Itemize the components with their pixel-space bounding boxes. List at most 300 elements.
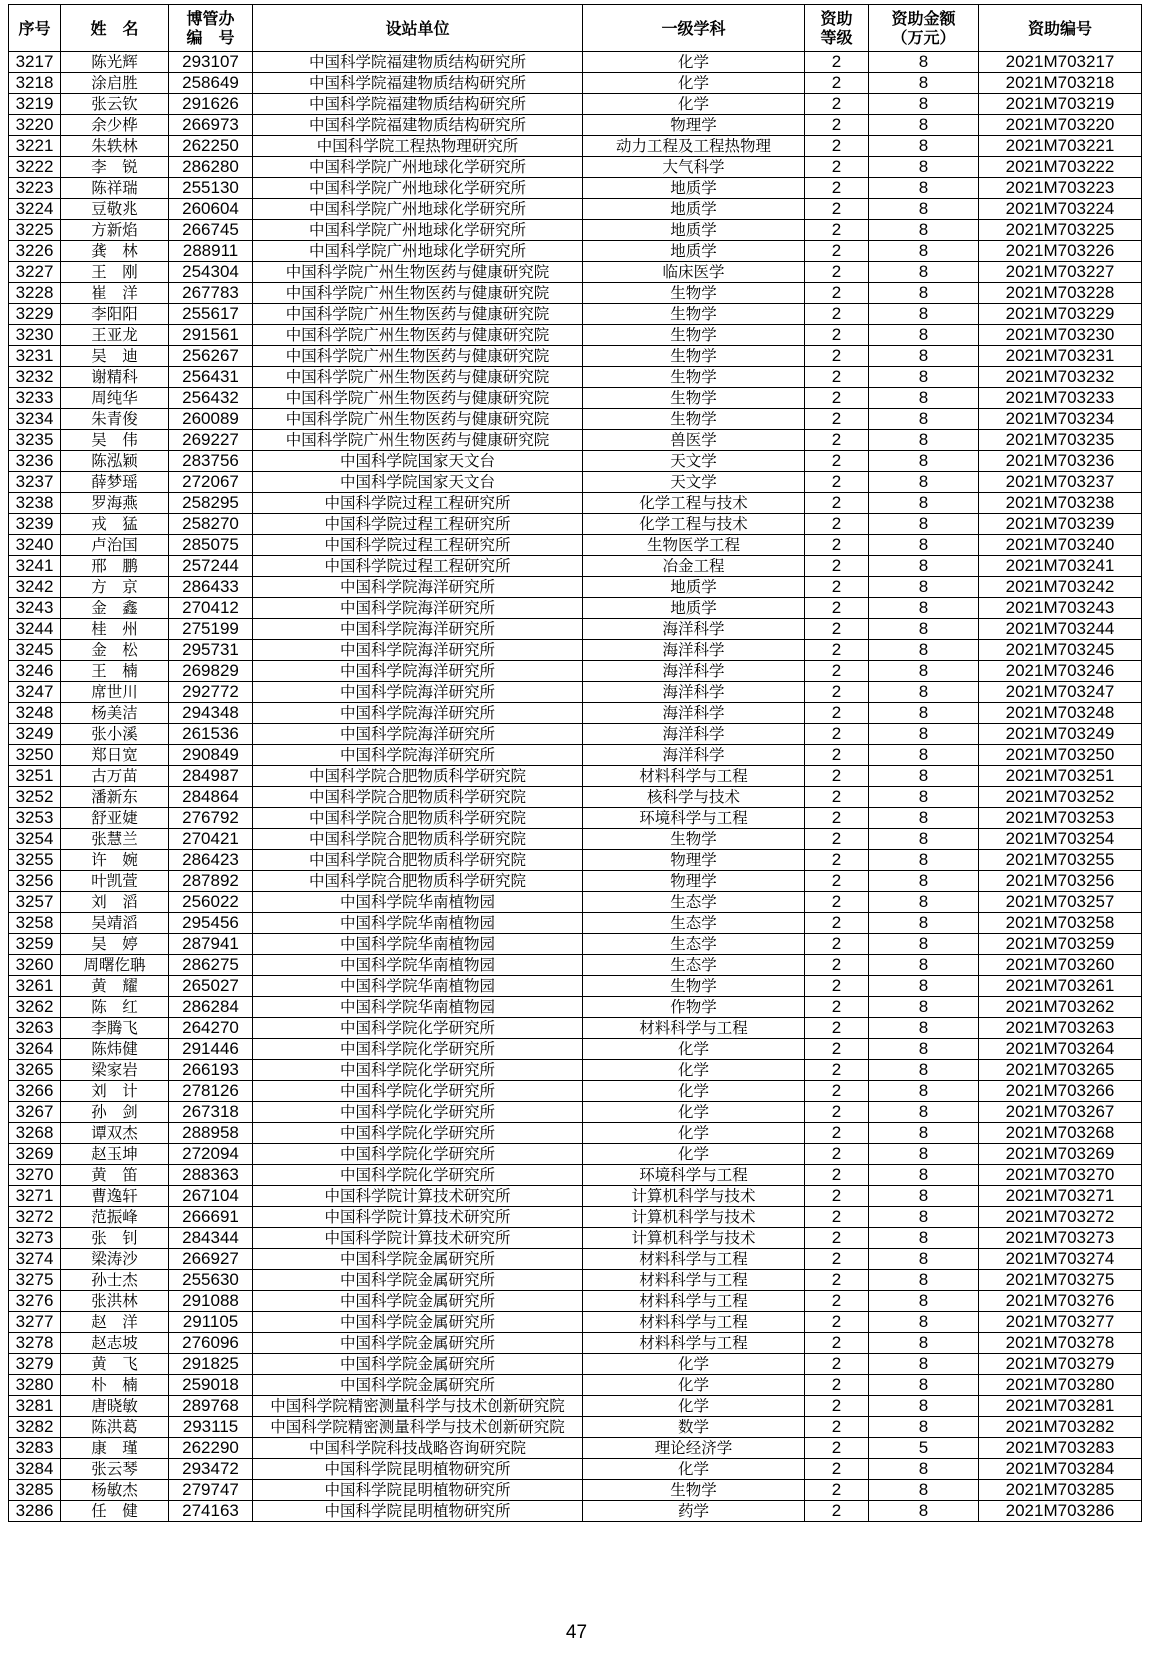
cell-name: 谢精科: [61, 367, 169, 388]
cell-name: 陈祥瑞: [61, 178, 169, 199]
cell-unit: 中国科学院化学研究所: [253, 1123, 583, 1144]
cell-grade: 2: [805, 619, 869, 640]
header-grade: [805, 5, 869, 52]
cell-office-id: 287892: [169, 871, 253, 892]
table-row: [9, 199, 1142, 220]
cell-grade: 2: [805, 661, 869, 682]
cell-subject: 海洋科学: [583, 703, 805, 724]
cell-no: 3219: [9, 94, 61, 115]
cell-subject: 生物学: [583, 388, 805, 409]
cell-fund-no: 2021M703286: [979, 1501, 1142, 1522]
table-row: [9, 661, 1142, 682]
header-fund-no: 资助编号: [979, 5, 1142, 52]
table-row: [9, 1501, 1142, 1522]
cell-amount: 8: [869, 262, 979, 283]
cell-subject: 地质学: [583, 178, 805, 199]
cell-unit: 中国科学院福建物质结构研究所: [253, 115, 583, 136]
cell-subject: 化学: [583, 1144, 805, 1165]
cell-fund-no: 2021M703273: [979, 1228, 1142, 1249]
cell-grade: 2: [805, 1102, 869, 1123]
cell-amount: 8: [869, 787, 979, 808]
cell-unit: 中国科学院海洋研究所: [253, 598, 583, 619]
cell-grade: 2: [805, 808, 869, 829]
cell-subject: 理论经济学: [583, 1438, 805, 1459]
cell-unit: 中国科学院计算技术研究所: [253, 1207, 583, 1228]
cell-amount: 8: [869, 430, 979, 451]
table-row: [9, 115, 1142, 136]
cell-amount: 8: [869, 199, 979, 220]
cell-subject: 化学: [583, 52, 805, 73]
cell-subject: 材料科学与工程: [583, 1270, 805, 1291]
table-row: [9, 556, 1142, 577]
cell-amount: 8: [869, 934, 979, 955]
cell-subject: 化学: [583, 1459, 805, 1480]
table-row: [9, 514, 1142, 535]
cell-fund-no: 2021M703250: [979, 745, 1142, 766]
cell-name: 李腾飞: [61, 1018, 169, 1039]
cell-no: 3245: [9, 640, 61, 661]
cell-amount: 8: [869, 1018, 979, 1039]
cell-fund-no: 2021M703244: [979, 619, 1142, 640]
cell-unit: 中国科学院海洋研究所: [253, 640, 583, 661]
cell-subject: 物理学: [583, 871, 805, 892]
cell-grade: 2: [805, 1228, 869, 1249]
cell-fund-no: 2021M703236: [979, 451, 1142, 472]
cell-grade: 2: [805, 640, 869, 661]
cell-unit: 中国科学院福建物质结构研究所: [253, 73, 583, 94]
cell-grade: 2: [805, 1270, 869, 1291]
cell-name: 余少桦: [61, 115, 169, 136]
cell-fund-no: 2021M703266: [979, 1081, 1142, 1102]
cell-subject: 动力工程及工程热物理: [583, 136, 805, 157]
cell-fund-no: 2021M703285: [979, 1480, 1142, 1501]
cell-office-id: 272067: [169, 472, 253, 493]
cell-unit: 中国科学院金属研究所: [253, 1354, 583, 1375]
table-row: [9, 493, 1142, 514]
cell-amount: 8: [869, 1333, 979, 1354]
cell-unit: 中国科学院广州地球化学研究所: [253, 157, 583, 178]
cell-fund-no: 2021M703224: [979, 199, 1142, 220]
table-row: [9, 1144, 1142, 1165]
cell-fund-no: 2021M703240: [979, 535, 1142, 556]
cell-office-id: 295731: [169, 640, 253, 661]
cell-amount: 8: [869, 1396, 979, 1417]
cell-office-id: 260604: [169, 199, 253, 220]
cell-name: 卢治国: [61, 535, 169, 556]
cell-amount: 8: [869, 1312, 979, 1333]
cell-no: 3231: [9, 346, 61, 367]
cell-fund-no: 2021M703248: [979, 703, 1142, 724]
cell-office-id: 261536: [169, 724, 253, 745]
cell-unit: 中国科学院海洋研究所: [253, 661, 583, 682]
cell-no: 3253: [9, 808, 61, 829]
cell-name: 方新焰: [61, 220, 169, 241]
cell-subject: 材料科学与工程: [583, 1018, 805, 1039]
cell-subject: 生物学: [583, 325, 805, 346]
cell-fund-no: 2021M703220: [979, 115, 1142, 136]
cell-fund-no: 2021M703235: [979, 430, 1142, 451]
cell-name: 陈 红: [61, 997, 169, 1018]
cell-office-id: 256267: [169, 346, 253, 367]
cell-no: 3286: [9, 1501, 61, 1522]
cell-fund-no: 2021M703269: [979, 1144, 1142, 1165]
cell-name: 方 京: [61, 577, 169, 598]
cell-amount: 8: [869, 1081, 979, 1102]
cell-unit: 中国科学院合肥物质科学研究院: [253, 871, 583, 892]
cell-office-id: 269829: [169, 661, 253, 682]
cell-name: 舒亚婕: [61, 808, 169, 829]
table-row: [9, 472, 1142, 493]
cell-office-id: 291446: [169, 1039, 253, 1060]
cell-subject: 海洋科学: [583, 619, 805, 640]
cell-fund-no: 2021M703242: [979, 577, 1142, 598]
cell-subject: 生物学: [583, 976, 805, 997]
cell-grade: 2: [805, 850, 869, 871]
cell-amount: 8: [869, 577, 979, 598]
cell-fund-no: 2021M703238: [979, 493, 1142, 514]
cell-grade: 2: [805, 94, 869, 115]
cell-name: 赵 洋: [61, 1312, 169, 1333]
cell-grade: 2: [805, 409, 869, 430]
cell-subject: 生物学: [583, 367, 805, 388]
cell-amount: 8: [869, 409, 979, 430]
cell-subject: 物理学: [583, 115, 805, 136]
cell-fund-no: 2021M703219: [979, 94, 1142, 115]
cell-grade: 2: [805, 892, 869, 913]
table-row: [9, 535, 1142, 556]
cell-office-id: 293472: [169, 1459, 253, 1480]
cell-name: 孙士杰: [61, 1270, 169, 1291]
cell-amount: 8: [869, 1039, 979, 1060]
cell-name: 王亚龙: [61, 325, 169, 346]
cell-unit: 中国科学院过程工程研究所: [253, 556, 583, 577]
cell-no: 3266: [9, 1081, 61, 1102]
page-number: 47: [565, 1622, 588, 1643]
cell-fund-no: 2021M703245: [979, 640, 1142, 661]
cell-no: 3259: [9, 934, 61, 955]
cell-name: 潘新东: [61, 787, 169, 808]
cell-no: 3242: [9, 577, 61, 598]
cell-office-id: 258295: [169, 493, 253, 514]
cell-no: 3243: [9, 598, 61, 619]
table-row: [9, 1270, 1142, 1291]
cell-amount: 8: [869, 955, 979, 976]
cell-subject: 化学: [583, 1081, 805, 1102]
cell-name: 黄 耀: [61, 976, 169, 997]
cell-unit: 中国科学院广州地球化学研究所: [253, 178, 583, 199]
cell-amount: 8: [869, 493, 979, 514]
cell-unit: 中国科学院国家天文台: [253, 472, 583, 493]
cell-no: 3255: [9, 850, 61, 871]
cell-amount: 8: [869, 808, 979, 829]
cell-unit: 中国科学院广州生物医药与健康研究院: [253, 367, 583, 388]
cell-grade: 2: [805, 1438, 869, 1459]
cell-office-id: 264270: [169, 1018, 253, 1039]
cell-office-id: 258270: [169, 514, 253, 535]
cell-no: 3226: [9, 241, 61, 262]
cell-subject: 计算机科学与技术: [583, 1228, 805, 1249]
table-row: [9, 73, 1142, 94]
cell-unit: 中国科学院广州生物医药与健康研究院: [253, 346, 583, 367]
cell-grade: 2: [805, 1186, 869, 1207]
cell-office-id: 289768: [169, 1396, 253, 1417]
cell-no: 3272: [9, 1207, 61, 1228]
cell-no: 3263: [9, 1018, 61, 1039]
cell-amount: 8: [869, 1228, 979, 1249]
cell-name: 涂启胜: [61, 73, 169, 94]
cell-subject: 材料科学与工程: [583, 766, 805, 787]
cell-unit: 中国科学院海洋研究所: [253, 745, 583, 766]
cell-amount: 8: [869, 283, 979, 304]
cell-amount: 8: [869, 1207, 979, 1228]
cell-subject: 化学: [583, 1396, 805, 1417]
table-row: [9, 136, 1142, 157]
cell-grade: 2: [805, 157, 869, 178]
table-row: [9, 388, 1142, 409]
cell-name: 陈洪葛: [61, 1417, 169, 1438]
table-row: [9, 682, 1142, 703]
table-row: [9, 1207, 1142, 1228]
cell-office-id: 292772: [169, 682, 253, 703]
cell-fund-no: 2021M703251: [979, 766, 1142, 787]
cell-subject: 材料科学与工程: [583, 1291, 805, 1312]
cell-unit: 中国科学院合肥物质科学研究院: [253, 808, 583, 829]
cell-name: 刘 计: [61, 1081, 169, 1102]
cell-amount: 8: [869, 388, 979, 409]
cell-unit: 中国科学院广州地球化学研究所: [253, 241, 583, 262]
table-row: [9, 577, 1142, 598]
table-row: [9, 1018, 1142, 1039]
cell-unit: 中国科学院化学研究所: [253, 1060, 583, 1081]
header-grade-line2: 等级: [820, 28, 853, 47]
cell-unit: 中国科学院过程工程研究所: [253, 535, 583, 556]
cell-unit: 中国科学院华南植物园: [253, 913, 583, 934]
cell-amount: 8: [869, 640, 979, 661]
cell-fund-no: 2021M703241: [979, 556, 1142, 577]
cell-office-id: 291626: [169, 94, 253, 115]
cell-grade: 2: [805, 1249, 869, 1270]
header-office-id: [169, 5, 253, 52]
cell-office-id: 262250: [169, 136, 253, 157]
cell-office-id: 290849: [169, 745, 253, 766]
cell-amount: 8: [869, 724, 979, 745]
cell-no: 3238: [9, 493, 61, 514]
header-unit: 设站单位: [253, 5, 583, 52]
cell-subject: 兽医学: [583, 430, 805, 451]
cell-grade: 2: [805, 535, 869, 556]
table-row: [9, 1123, 1142, 1144]
cell-amount: 8: [869, 1144, 979, 1165]
cell-amount: 8: [869, 178, 979, 199]
cell-fund-no: 2021M703282: [979, 1417, 1142, 1438]
cell-office-id: 257244: [169, 556, 253, 577]
cell-name: 王 刚: [61, 262, 169, 283]
cell-amount: 8: [869, 745, 979, 766]
cell-office-id: 286433: [169, 577, 253, 598]
table-row: [9, 1375, 1142, 1396]
cell-unit: 中国科学院化学研究所: [253, 1018, 583, 1039]
cell-name: 张慧兰: [61, 829, 169, 850]
cell-office-id: 262290: [169, 1438, 253, 1459]
cell-unit: 中国科学院金属研究所: [253, 1249, 583, 1270]
cell-amount: 8: [869, 1249, 979, 1270]
cell-amount: 8: [869, 850, 979, 871]
cell-no: 3229: [9, 304, 61, 325]
cell-fund-no: 2021M703278: [979, 1333, 1142, 1354]
header-name: 姓 名: [61, 5, 169, 52]
table-row: [9, 367, 1142, 388]
cell-no: 3246: [9, 661, 61, 682]
cell-subject: 核科学与技术: [583, 787, 805, 808]
cell-grade: 2: [805, 1459, 869, 1480]
table-row: [9, 325, 1142, 346]
cell-no: 3269: [9, 1144, 61, 1165]
cell-office-id: 258649: [169, 73, 253, 94]
cell-name: 杨美洁: [61, 703, 169, 724]
cell-amount: 8: [869, 1354, 979, 1375]
cell-office-id: 285075: [169, 535, 253, 556]
cell-fund-no: 2021M703279: [979, 1354, 1142, 1375]
cell-grade: 2: [805, 178, 869, 199]
header-amount: [869, 5, 979, 52]
cell-office-id: 293115: [169, 1417, 253, 1438]
cell-amount: 8: [869, 829, 979, 850]
cell-amount: 8: [869, 472, 979, 493]
cell-grade: 2: [805, 388, 869, 409]
cell-name: 吴 伟: [61, 430, 169, 451]
cell-fund-no: 2021M703259: [979, 934, 1142, 955]
cell-unit: 中国科学院精密测量科学与技术创新研究院: [253, 1396, 583, 1417]
cell-unit: 中国科学院广州生物医药与健康研究院: [253, 325, 583, 346]
cell-no: 3240: [9, 535, 61, 556]
cell-grade: 2: [805, 325, 869, 346]
cell-unit: 中国科学院金属研究所: [253, 1291, 583, 1312]
cell-no: 3275: [9, 1270, 61, 1291]
cell-no: 3228: [9, 283, 61, 304]
cell-unit: 中国科学院合肥物质科学研究院: [253, 787, 583, 808]
cell-grade: 2: [805, 262, 869, 283]
cell-name: 陈泓颖: [61, 451, 169, 472]
cell-fund-no: 2021M703252: [979, 787, 1142, 808]
table-row: [9, 1417, 1142, 1438]
cell-amount: 8: [869, 976, 979, 997]
cell-office-id: 265027: [169, 976, 253, 997]
cell-office-id: 288363: [169, 1165, 253, 1186]
cell-unit: 中国科学院化学研究所: [253, 1144, 583, 1165]
table-row: [9, 703, 1142, 724]
cell-office-id: 274163: [169, 1501, 253, 1522]
table-row: [9, 745, 1142, 766]
cell-fund-no: 2021M703280: [979, 1375, 1142, 1396]
cell-grade: 2: [805, 430, 869, 451]
cell-subject: 材料科学与工程: [583, 1333, 805, 1354]
cell-name: 席世川: [61, 682, 169, 703]
cell-subject: 海洋科学: [583, 661, 805, 682]
cell-subject: 生物学: [583, 283, 805, 304]
cell-grade: 2: [805, 1375, 869, 1396]
cell-fund-no: 2021M703265: [979, 1060, 1142, 1081]
cell-unit: 中国科学院华南植物园: [253, 976, 583, 997]
cell-subject: 生态学: [583, 913, 805, 934]
cell-unit: 中国科学院金属研究所: [253, 1312, 583, 1333]
cell-office-id: 267104: [169, 1186, 253, 1207]
cell-fund-no: 2021M703271: [979, 1186, 1142, 1207]
cell-unit: 中国科学院华南植物园: [253, 997, 583, 1018]
table-row: [9, 409, 1142, 430]
table-row: [9, 955, 1142, 976]
cell-no: 3237: [9, 472, 61, 493]
table-row: [9, 1354, 1142, 1375]
funding-table: [8, 4, 1142, 1522]
cell-office-id: 284987: [169, 766, 253, 787]
cell-amount: 8: [869, 997, 979, 1018]
cell-office-id: 266973: [169, 115, 253, 136]
cell-name: 张洪林: [61, 1291, 169, 1312]
table-row: [9, 304, 1142, 325]
cell-name: 吴 婷: [61, 934, 169, 955]
cell-amount: 8: [869, 304, 979, 325]
cell-amount: 8: [869, 514, 979, 535]
cell-unit: 中国科学院合肥物质科学研究院: [253, 766, 583, 787]
table-row: [9, 178, 1142, 199]
table-row: [9, 1102, 1142, 1123]
cell-amount: 8: [869, 220, 979, 241]
cell-subject: 化学: [583, 1102, 805, 1123]
cell-fund-no: 2021M703223: [979, 178, 1142, 199]
cell-grade: 2: [805, 136, 869, 157]
cell-subject: 生物学: [583, 346, 805, 367]
cell-no: 3261: [9, 976, 61, 997]
cell-fund-no: 2021M703222: [979, 157, 1142, 178]
cell-no: 3249: [9, 724, 61, 745]
cell-fund-no: 2021M703258: [979, 913, 1142, 934]
table-row: [9, 787, 1142, 808]
table-row: [9, 724, 1142, 745]
cell-subject: 物理学: [583, 850, 805, 871]
cell-grade: 2: [805, 577, 869, 598]
cell-fund-no: 2021M703256: [979, 871, 1142, 892]
cell-no: 3241: [9, 556, 61, 577]
cell-unit: 中国科学院昆明植物研究所: [253, 1480, 583, 1501]
table-row: [9, 640, 1142, 661]
table-row: [9, 598, 1142, 619]
cell-grade: 2: [805, 976, 869, 997]
cell-no: 3285: [9, 1480, 61, 1501]
cell-fund-no: 2021M703275: [979, 1270, 1142, 1291]
cell-grade: 2: [805, 304, 869, 325]
cell-grade: 2: [805, 220, 869, 241]
cell-office-id: 267318: [169, 1102, 253, 1123]
table-row: [9, 1249, 1142, 1270]
cell-grade: 2: [805, 283, 869, 304]
cell-grade: 2: [805, 73, 869, 94]
cell-office-id: 256432: [169, 388, 253, 409]
cell-fund-no: 2021M703217: [979, 52, 1142, 73]
cell-no: 3221: [9, 136, 61, 157]
cell-subject: 地质学: [583, 241, 805, 262]
cell-office-id: 266691: [169, 1207, 253, 1228]
cell-unit: 中国科学院金属研究所: [253, 1375, 583, 1396]
cell-grade: 2: [805, 1291, 869, 1312]
cell-unit: 中国科学院精密测量科学与技术创新研究院: [253, 1417, 583, 1438]
cell-no: 3254: [9, 829, 61, 850]
cell-office-id: 256431: [169, 367, 253, 388]
cell-subject: 生物学: [583, 409, 805, 430]
cell-fund-no: 2021M703255: [979, 850, 1142, 871]
table-row: [9, 451, 1142, 472]
cell-fund-no: 2021M703249: [979, 724, 1142, 745]
cell-no: 3258: [9, 913, 61, 934]
